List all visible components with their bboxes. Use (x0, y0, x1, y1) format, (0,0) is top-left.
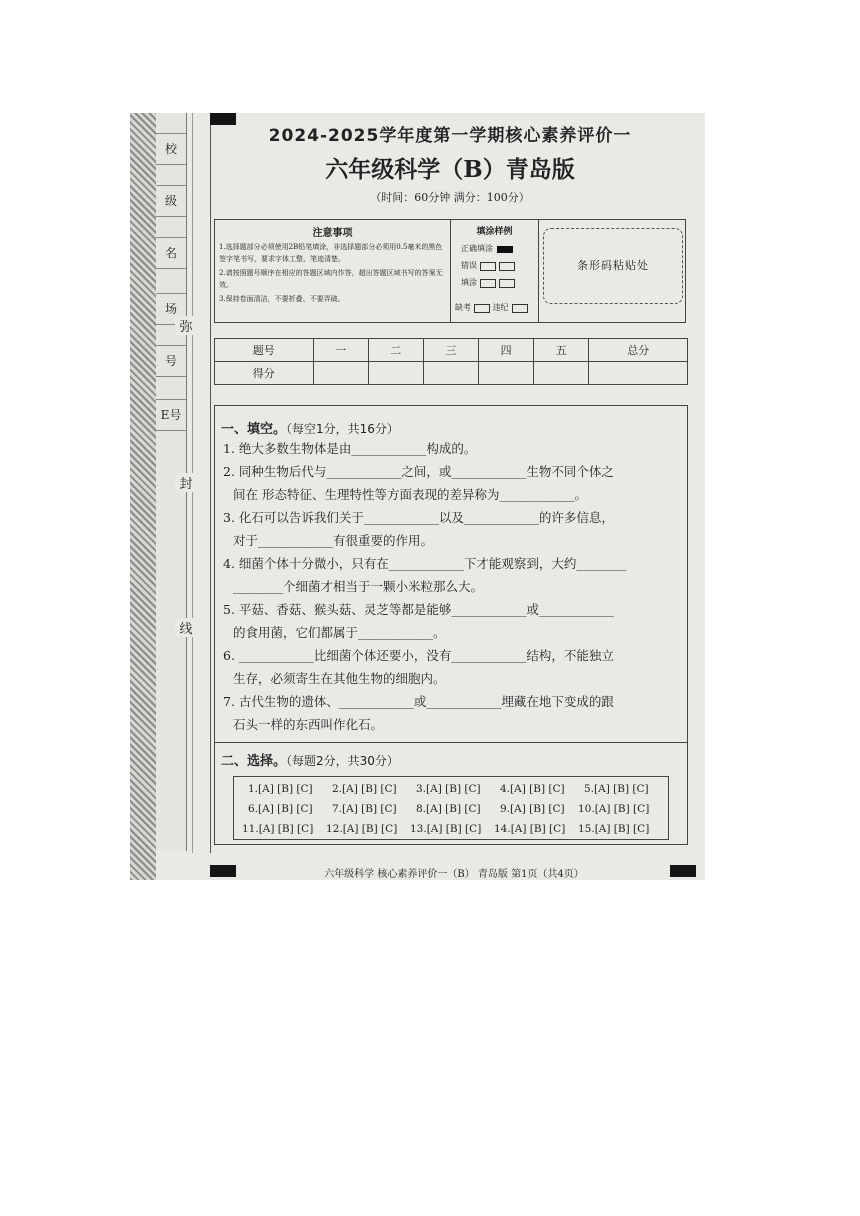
fill-correct-row (461, 243, 538, 254)
seal-char-feng: 封 (175, 473, 197, 492)
score-cell: 总分 (589, 339, 688, 362)
exam-content (214, 113, 694, 880)
absent-box[interactable] (474, 304, 490, 313)
score-input[interactable] (479, 362, 534, 385)
fill-wrong-label: 错误 (461, 261, 477, 270)
question-line[interactable]: 5. 平菇、香菇、猴头菇、灵芝等都是能够____________或____________ (223, 602, 614, 617)
score-cell: 五 (534, 339, 589, 362)
binding-label-name: 名 (156, 237, 186, 269)
absence-row (455, 302, 538, 313)
binding-label-school: 校 (156, 133, 186, 165)
fill-sample-panel (451, 220, 539, 322)
score-cell: 三 (423, 339, 478, 362)
choice-answer[interactable]: 13.[A] [B] [C] (410, 823, 482, 835)
violation-box[interactable] (512, 304, 528, 313)
score-value-row (215, 362, 688, 385)
choice-answer[interactable]: 11.[A] [B] [C] (242, 823, 314, 835)
choice-answer[interactable]: 9.[A] [B] [C] (500, 803, 565, 815)
fill-sample-heading: 填涂样例 (476, 227, 513, 237)
choice-answer[interactable]: 5.[A] [B] [C] (584, 783, 649, 795)
score-cell: 一 (313, 339, 368, 362)
choice-answer[interactable]: 10.[A] [B] [C] (578, 803, 650, 815)
question-line[interactable]: 石头一样的东西叫作化石。 (233, 717, 384, 732)
absent-label: 缺考 (455, 303, 471, 312)
dot-bubble-icon (480, 279, 496, 288)
fill-wrong-row2 (461, 277, 538, 288)
score-input[interactable] (534, 362, 589, 385)
section1-title: 一、填空。 (221, 422, 287, 437)
choice-answer[interactable]: 8.[A] [B] [C] (416, 803, 481, 815)
choice-answer[interactable]: 15.[A] [B] [C] (578, 823, 650, 835)
exam-time-score: （时间：60分钟 满分：100分） (370, 191, 530, 204)
exam-title-line1: 2024-2025学年度第一学期核心素养评价一 (268, 126, 632, 146)
circle-bubble-icon (499, 279, 515, 288)
choice-answer[interactable]: 12.[A] [B] [C] (326, 823, 398, 835)
choice-answer[interactable]: 3.[A] [B] [C] (416, 783, 481, 795)
notes-panel (215, 220, 451, 322)
choice-answer[interactable]: 14.[A] [B] [C] (494, 823, 566, 835)
fill-correct-label: 正确填涂 (461, 244, 493, 253)
score-table (214, 338, 688, 385)
margin-rule (210, 113, 211, 853)
score-input[interactable] (423, 362, 478, 385)
exam-title-line2: 六年级科学（B）青岛版 (325, 156, 575, 183)
question-line[interactable]: 4. 细菌个体十分微小，只有在____________下才能观察到，大约________ (223, 556, 627, 571)
question-line[interactable]: 1. 绝大多数生物体是由____________构成的。 (223, 441, 477, 456)
question-line[interactable]: 6. ____________比细菌个体还要小，没有____________结构，不能独立 (223, 648, 614, 663)
question-line[interactable]: 对于____________有很重要的作用。 (233, 533, 434, 548)
choice-answer[interactable]: 4.[A] [B] [C] (500, 783, 565, 795)
score-header-row (215, 339, 688, 362)
question-line[interactable]: ________个细菌才相当于一颗小米粒那么大。 (233, 579, 484, 594)
instruction-box (214, 219, 686, 323)
question-line[interactable]: 3. 化石可以告诉我们关于____________以及____________的许多信息， (223, 510, 614, 525)
note-item: 2.请按照题号顺序在相应的答题区域内作答，超出答题区域书写的答案无效。 (219, 269, 443, 289)
score-input[interactable] (589, 362, 688, 385)
section-divider (215, 742, 687, 743)
section1-note: （每空1分，共16分） (286, 422, 399, 436)
note-item: 3.保持卷面清洁，不要折叠、不要弄破。 (219, 295, 345, 303)
binding-label-room: 场 (156, 293, 186, 325)
violation-label: 违纪 (492, 303, 509, 312)
check-bubble-icon (480, 262, 496, 271)
answer-area (214, 405, 688, 845)
page-footer: 六年级科学 核心素养评价一（B） 青岛版 第1页（共4页） (324, 869, 584, 880)
score-cell: 四 (479, 339, 534, 362)
hatched-margin (130, 113, 156, 880)
section1-heading (221, 418, 399, 437)
barcode-area: 条形码粘贴处 (543, 228, 683, 304)
exam-photo (130, 113, 705, 880)
question-line[interactable]: 7. 古代生物的遗体、____________或____________埋藏在地下变成的跟 (223, 694, 614, 709)
question-line[interactable]: 间在 形态特征、生理特性等方面表现的差异称为____________。 (233, 487, 587, 502)
choice-answer[interactable]: 1.[A] [B] [C] (248, 783, 313, 795)
score-cell: 二 (368, 339, 423, 362)
choice-answer[interactable]: 2.[A] [B] [C] (332, 783, 397, 795)
score-cell: 题号 (215, 339, 314, 362)
fill-wrong-row (461, 260, 538, 271)
fill-wrong-label2: 填涂 (461, 278, 477, 287)
score-input[interactable] (313, 362, 368, 385)
question-line[interactable]: 2. 同种生物后代与____________之间，或____________生物不同个体之 (223, 464, 614, 479)
score-input[interactable] (368, 362, 423, 385)
choice-answer-grid (233, 776, 669, 840)
notes-heading: 注意事项 (312, 228, 353, 239)
binding-label-id: E号 (156, 399, 186, 431)
cross-bubble-icon (499, 262, 515, 271)
seal-char-mi: 弥 (175, 316, 197, 335)
section2-title: 二、选择。 (221, 754, 287, 769)
question-line[interactable]: 的食用菌，它们都属于____________。 (233, 625, 446, 640)
section2-heading (221, 750, 399, 769)
binding-label-class: 级 (156, 185, 186, 217)
choice-answer[interactable]: 6.[A] [B] [C] (248, 803, 313, 815)
filled-bubble-icon (497, 246, 513, 253)
binding-label-seat: 号 (156, 345, 186, 377)
question-line[interactable]: 生存，必须寄生在其他生物的细胞内。 (233, 671, 446, 686)
section2-note: （每题2分，共30分） (286, 754, 399, 768)
seal-char-xian: 线 (175, 618, 197, 637)
score-cell: 得分 (215, 362, 314, 385)
choice-answer[interactable]: 7.[A] [B] [C] (332, 803, 397, 815)
note-item: 1.选择题部分必须使用2B铅笔填涂，非选择题部分必须用0.5毫米的黑色签字笔书写，要求字体工整、笔迹清楚。 (219, 243, 443, 263)
